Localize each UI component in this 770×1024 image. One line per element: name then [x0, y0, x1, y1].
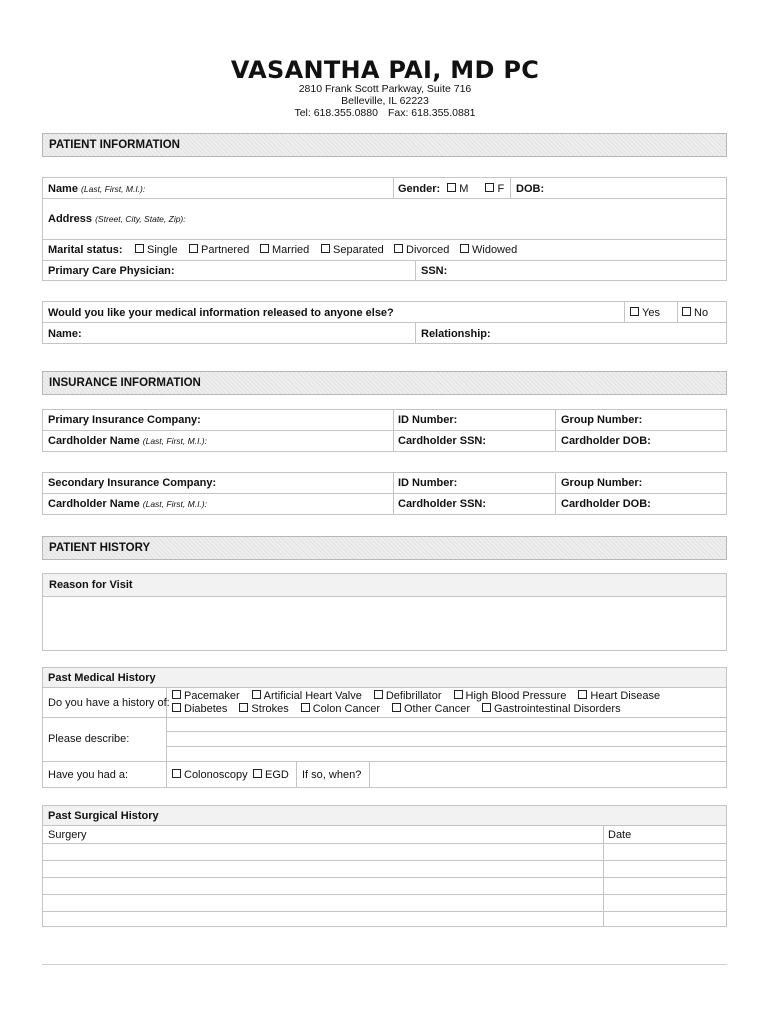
- secondary-cardholder-name-field[interactable]: Cardholder Name (Last, First, M.I.):: [48, 498, 207, 510]
- checkbox-icon: [321, 244, 330, 253]
- checkbox-icon: [135, 244, 144, 253]
- marital-single-option[interactable]: Single: [135, 244, 178, 256]
- condition-row-1: [172, 690, 672, 702]
- marital-divorced-option[interactable]: Divorced: [394, 244, 449, 256]
- checkbox-icon: [454, 690, 463, 699]
- date-column-header: Date: [608, 829, 632, 841]
- checkbox-icon: [485, 183, 494, 192]
- checkbox-icon: [630, 307, 639, 316]
- defibrillator-option[interactable]: Defibrillator: [374, 690, 442, 702]
- strokes-option[interactable]: Strokes: [239, 703, 288, 715]
- diabetes-option[interactable]: Diabetes: [172, 703, 227, 715]
- secondary-cardholder-dob-field[interactable]: Cardholder DOB:: [561, 498, 651, 510]
- checkbox-icon: [394, 244, 403, 253]
- have-you-had-label: Have you had a:: [48, 769, 129, 781]
- date-rows[interactable]: [604, 844, 726, 927]
- release-question: Would you like your medical information released to anyone else?: [48, 307, 394, 319]
- checkbox-icon: [578, 690, 587, 699]
- please-describe-input[interactable]: [167, 718, 726, 761]
- patient-history-header: PATIENT HISTORY: [42, 536, 727, 560]
- primary-cardholder-dob-field[interactable]: Cardholder DOB:: [561, 435, 651, 447]
- checkbox-icon: [392, 703, 401, 712]
- high-blood-pressure-option[interactable]: High Blood Pressure: [454, 690, 567, 702]
- marital-partnered-option[interactable]: Partnered: [189, 244, 249, 256]
- marital-status-label: Marital status:: [48, 244, 123, 256]
- name-field[interactable]: Name (Last, First, M.I.):: [48, 183, 146, 195]
- marital-married-option[interactable]: Married: [260, 244, 309, 256]
- if-so-when-input[interactable]: [370, 762, 726, 788]
- release-yes-option[interactable]: Yes: [630, 307, 660, 319]
- gender-m-option[interactable]: M: [447, 183, 468, 195]
- marital-widowed-option[interactable]: Widowed: [460, 244, 517, 256]
- reason-for-visit-box: [42, 573, 727, 651]
- colonoscopy-option[interactable]: Colonoscopy: [172, 769, 248, 781]
- fax: Fax: 618.355.0881: [387, 107, 476, 119]
- reason-for-visit-input[interactable]: [43, 597, 726, 651]
- surgery-column-header: Surgery: [48, 829, 87, 841]
- relationship-field[interactable]: Relationship:: [421, 328, 491, 340]
- footer-rule: [42, 964, 727, 965]
- condition-row-2: [172, 703, 633, 715]
- release-name-field[interactable]: Name:: [48, 328, 82, 340]
- gender-field: Gender: M F: [398, 183, 505, 195]
- checkbox-icon: [239, 703, 248, 712]
- secondary-insurance-company-field[interactable]: Secondary Insurance Company:: [48, 477, 217, 489]
- address-line-2: Belleville, IL 62223: [341, 95, 429, 107]
- reason-for-visit-label: Reason for Visit: [43, 574, 726, 597]
- primary-id-number-field[interactable]: ID Number:: [398, 414, 458, 426]
- artificial-heart-valve-option[interactable]: Artificial Heart Valve: [252, 690, 362, 702]
- dob-field[interactable]: DOB:: [516, 183, 545, 195]
- checkbox-icon: [460, 244, 469, 253]
- primary-cardholder-ssn-field[interactable]: Cardholder SSN:: [398, 435, 487, 447]
- checkbox-icon: [172, 769, 181, 778]
- marital-separated-option[interactable]: Separated: [321, 244, 384, 256]
- gender-f-option[interactable]: F: [485, 183, 504, 195]
- address-line-1: 2810 Frank Scott Parkway, Suite 716: [298, 83, 472, 95]
- primary-group-number-field[interactable]: Group Number:: [561, 414, 643, 426]
- checkbox-icon: [301, 703, 310, 712]
- past-surgical-history-label: Past Surgical History: [48, 810, 159, 822]
- checkbox-icon: [172, 690, 181, 699]
- gastrointestinal-disorders-option[interactable]: Gastrointestinal Disorders: [482, 703, 621, 715]
- checkbox-icon: [447, 183, 456, 192]
- past-medical-history-label: Past Medical History: [48, 672, 156, 684]
- surgery-rows[interactable]: [43, 844, 603, 927]
- release-no-option[interactable]: No: [682, 307, 708, 319]
- insurance-information-header: INSURANCE INFORMATION: [42, 371, 727, 395]
- checkbox-icon: [253, 769, 262, 778]
- checkbox-icon: [482, 703, 491, 712]
- secondary-cardholder-ssn-field[interactable]: Cardholder SSN:: [398, 498, 487, 510]
- ssn-field[interactable]: SSN:: [421, 265, 448, 277]
- checkbox-icon: [682, 307, 691, 316]
- secondary-id-number-field[interactable]: ID Number:: [398, 477, 458, 489]
- checkbox-icon: [374, 690, 383, 699]
- checkbox-icon: [252, 690, 261, 699]
- pacemaker-option[interactable]: Pacemaker: [172, 690, 240, 702]
- primary-cardholder-name-field[interactable]: Cardholder Name (Last, First, M.I.):: [48, 435, 207, 447]
- egd-option[interactable]: EGD: [253, 769, 289, 781]
- heart-disease-option[interactable]: Heart Disease: [578, 690, 660, 702]
- contact-line: [0, 107, 770, 119]
- colon-cancer-option[interactable]: Colon Cancer: [301, 703, 380, 715]
- other-cancer-option[interactable]: Other Cancer: [392, 703, 470, 715]
- checkbox-icon: [172, 703, 181, 712]
- checkbox-icon: [260, 244, 269, 253]
- practice-name: VASANTHA PAI, MD PC: [230, 56, 540, 84]
- history-question: Do you have a history of:: [48, 697, 170, 709]
- secondary-group-number-field[interactable]: Group Number:: [561, 477, 643, 489]
- pcp-field[interactable]: Primary Care Physician:: [48, 265, 175, 277]
- patient-information-header: PATIENT INFORMATION: [42, 133, 727, 157]
- primary-insurance-company-field[interactable]: Primary Insurance Company:: [48, 414, 201, 426]
- tel: Tel: 618.355.0880: [294, 107, 378, 119]
- address-field[interactable]: Address (Street, City, State, Zip):: [48, 213, 186, 225]
- please-describe-label: Please describe:: [48, 733, 130, 745]
- checkbox-icon: [189, 244, 198, 253]
- if-so-when-label: If so, when?: [302, 769, 362, 781]
